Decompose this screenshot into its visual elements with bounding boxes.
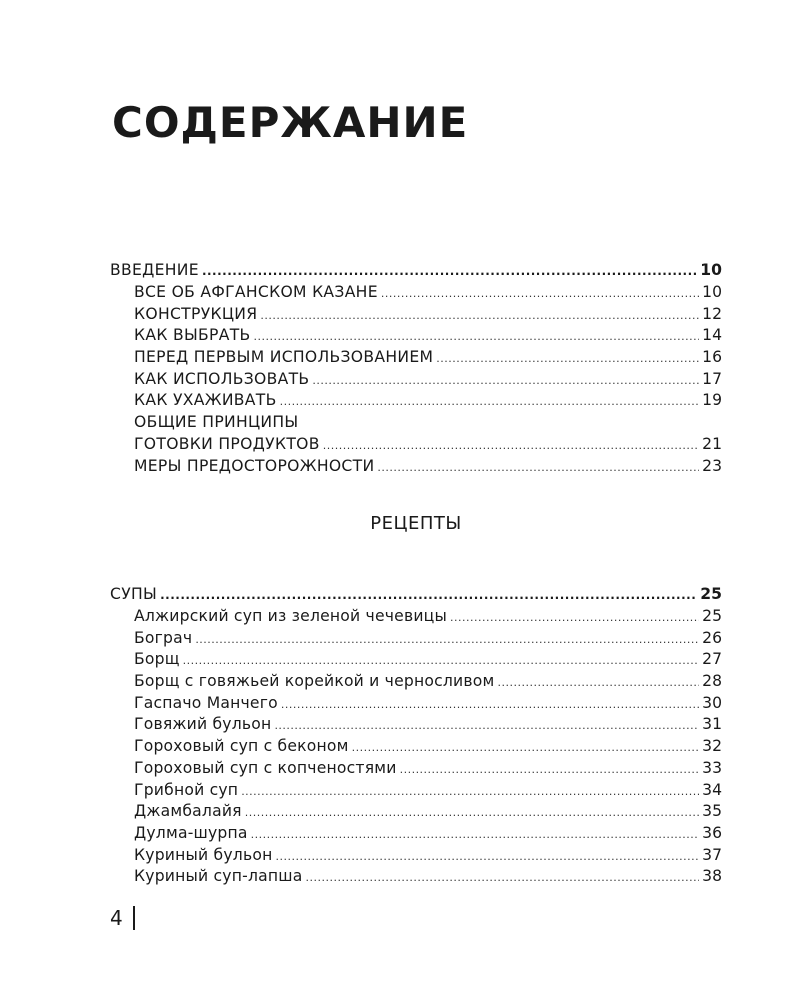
toc-item-label: КАК ИСПОЛЬЗОВАТЬ xyxy=(134,369,310,388)
toc-item[interactable] xyxy=(110,671,722,693)
toc-page-number: 21 xyxy=(702,434,722,453)
dot-leader xyxy=(306,867,700,889)
dot-leader xyxy=(274,715,699,737)
toc-item-first-line[interactable]: ОБЩИЕ ПРИНЦИПЫ xyxy=(134,413,299,432)
toc-item[interactable] xyxy=(110,304,722,326)
toc-page-number: 19 xyxy=(702,391,722,410)
toc-item-label: Джамбалайя xyxy=(134,802,242,821)
dot-leader xyxy=(323,435,699,457)
dot-leader xyxy=(160,583,697,607)
toc-item[interactable] xyxy=(110,390,722,412)
toc-page-number: 10 xyxy=(700,261,722,279)
toc-item[interactable] xyxy=(110,628,722,650)
dot-leader xyxy=(251,824,699,846)
toc-page-number: 30 xyxy=(702,693,722,712)
dot-leader xyxy=(245,802,699,824)
page-number: 4 xyxy=(110,906,123,930)
toc-item-label: КАК ВЫБРАТЬ xyxy=(134,326,251,345)
toc-page-number: 28 xyxy=(702,672,722,691)
page-title: СОДЕРЖАНИЕ xyxy=(112,98,469,147)
toc-item[interactable] xyxy=(110,866,722,888)
dot-leader xyxy=(202,259,697,283)
toc-item[interactable] xyxy=(110,606,722,628)
toc-page-number: 26 xyxy=(702,628,722,647)
toc-page-number: 23 xyxy=(702,456,722,475)
toc-section-intro[interactable] xyxy=(110,258,722,282)
dot-leader xyxy=(281,694,699,716)
toc-item-label: Грибной суп xyxy=(134,780,239,799)
toc-item-label: Алжирский суп из зеленой чечевицы xyxy=(134,607,448,625)
toc-page-number: 25 xyxy=(702,607,722,625)
dot-leader xyxy=(497,672,699,694)
toc-page-number: 25 xyxy=(700,585,722,603)
toc-item[interactable] xyxy=(110,649,722,671)
dot-leader xyxy=(312,370,699,392)
toc-item-label: Говяжий бульон xyxy=(134,715,272,734)
toc-item[interactable] xyxy=(110,801,722,823)
dot-leader xyxy=(254,326,700,348)
toc-page-number: 38 xyxy=(702,867,722,886)
toc-item-label: Гороховый суп с беконом xyxy=(134,737,349,756)
toc-item[interactable] xyxy=(110,434,722,456)
dot-leader xyxy=(260,305,699,327)
toc-page-number: 33 xyxy=(702,758,722,777)
dot-leader xyxy=(352,737,700,759)
toc-item-label: КОНСТРУКЦИЯ xyxy=(134,304,258,323)
dot-leader xyxy=(436,348,699,370)
toc-section-soups[interactable] xyxy=(110,582,722,606)
dot-leader xyxy=(195,629,699,651)
toc-item-label: Гаспачо Манчего xyxy=(134,693,278,712)
toc-page-number: 16 xyxy=(702,348,722,367)
dot-leader xyxy=(241,781,699,803)
toc-item[interactable] xyxy=(110,325,722,347)
toc-item-label: Борщ с говяжьей корейкой и черносливом xyxy=(134,672,495,691)
toc-item-label: Гороховый суп с копченостями xyxy=(134,758,397,777)
dot-leader xyxy=(280,391,700,413)
toc-item[interactable] xyxy=(110,347,722,369)
toc-item-label: ВСЕ ОБ АФГАНСКОМ КАЗАНЕ xyxy=(134,283,378,301)
toc-soups-section xyxy=(110,582,722,888)
dot-leader xyxy=(377,457,699,479)
toc-item[interactable] xyxy=(110,736,722,758)
toc-page-number: 32 xyxy=(702,737,722,756)
toc-page-number: 35 xyxy=(702,802,722,821)
toc-item[interactable] xyxy=(110,758,722,780)
toc-page-number: 34 xyxy=(702,780,722,799)
toc-item[interactable] xyxy=(110,780,722,802)
toc-page-number: 14 xyxy=(702,326,722,345)
toc-item[interactable] xyxy=(110,823,722,845)
toc-item-label: МЕРЫ ПРЕДОСТОРОЖНОСТИ xyxy=(134,456,375,475)
footer-divider-bar xyxy=(133,906,135,930)
toc-item-label: Дулма-шурпа xyxy=(134,823,248,842)
toc-item[interactable] xyxy=(110,693,722,715)
dot-leader xyxy=(275,846,699,868)
toc-section-label: ВВЕДЕНИЕ xyxy=(110,261,199,279)
toc-item-label: Куриный бульон xyxy=(134,845,273,864)
recipes-heading: РЕЦЕПТЫ xyxy=(370,513,462,534)
toc-item-label: Борщ xyxy=(134,650,180,669)
toc-intro-section xyxy=(110,258,722,477)
toc-item-label: ПЕРЕД ПЕРВЫМ ИСПОЛЬЗОВАНИЕМ xyxy=(134,348,434,367)
dot-leader xyxy=(381,283,699,305)
toc-item-label: ГОТОВКИ ПРОДУКТОВ xyxy=(134,434,320,453)
toc-page-number: 27 xyxy=(702,650,722,669)
dot-leader xyxy=(450,607,699,629)
toc-item-label: КАК УХАЖИВАТЬ xyxy=(134,391,277,410)
toc-item[interactable] xyxy=(110,282,722,304)
toc-item-label: Бограч xyxy=(134,628,193,647)
toc-page-number: 36 xyxy=(702,823,722,842)
toc-page-number: 17 xyxy=(702,369,722,388)
toc-item[interactable] xyxy=(110,456,722,478)
toc-page-number: 37 xyxy=(702,845,722,864)
toc-item[interactable] xyxy=(110,369,722,391)
toc-section-label: СУПЫ xyxy=(110,585,158,603)
toc-item[interactable] xyxy=(110,714,722,736)
toc-page-number: 31 xyxy=(702,715,722,734)
dot-leader xyxy=(400,759,700,781)
toc-item[interactable] xyxy=(110,845,722,867)
page-footer xyxy=(110,906,135,930)
toc-page-number: 10 xyxy=(702,283,722,301)
dot-leader xyxy=(183,650,700,672)
toc-item-label: Куриный суп-лапша xyxy=(134,867,303,886)
toc-page-number: 12 xyxy=(702,304,722,323)
